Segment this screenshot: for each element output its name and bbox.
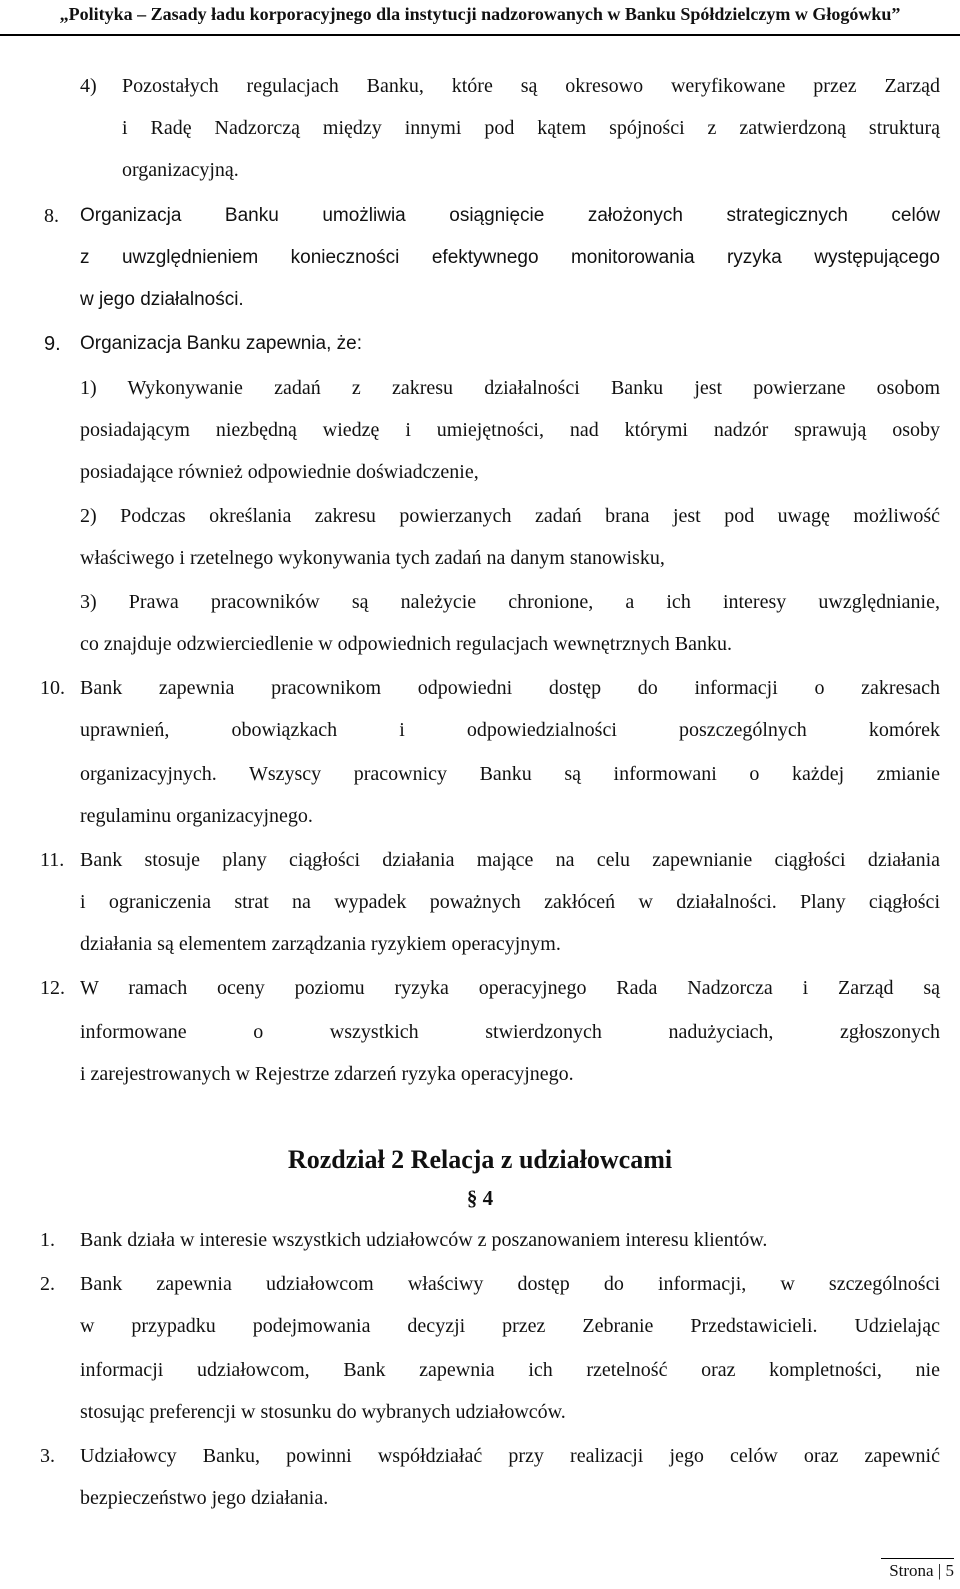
list-number: 9. (44, 333, 61, 355)
text-line: posiadające również odpowiednie doświadczenie, (80, 461, 479, 483)
text-line: bezpieczeństwo jego działania. (80, 1487, 329, 1509)
text-line: 1) Wykonywanie zadań z zakresu działalności Banku jest powierzane osobom (80, 377, 940, 399)
text-line: Organizacja Banku zapewnia, że: (80, 333, 362, 354)
text-line: Bank stosuje plany ciągłości działania mające na celu zapewnianie ciągłości działania (80, 849, 940, 871)
text-line: organizacyjną. (122, 159, 239, 181)
text-line: Bank działa w interesie wszystkich udziałowców z poszanowaniem interesu klientów. (80, 1229, 768, 1251)
text-line: Bank zapewnia udziałowcom właściwy dostęp do informacji, w szczególności (80, 1273, 940, 1295)
text-line: Bank zapewnia pracownikom odpowiedni dostęp do informacji o zakresach (80, 677, 940, 699)
text-line: w przypadku podejmowania decyzji przez Zebranie Przedstawicieli. Udzielając (80, 1315, 940, 1337)
text-line: Organizacja Banku umożliwia osiągnięcie założonych strategicznych celów (80, 205, 940, 226)
paragraph-symbol: § 4 (466, 1186, 494, 1210)
text-line: co znajduje odzwierciedlenie w odpowiednich regulacjach wewnętrznych Banku. (80, 633, 732, 655)
list-number: 3. (40, 1445, 55, 1467)
chapter-title: Rozdział 2 Relacja z udziałowcami (287, 1145, 673, 1174)
list-number: 12. (40, 977, 65, 999)
text-line: w jego działalności. (80, 289, 244, 310)
list-number: 4) (80, 75, 97, 97)
text-line: działania są elementem zarządzania ryzykiem operacyjnym. (80, 933, 561, 955)
text-line: z uwzględnieniem konieczności efektywnego monitorowania ryzyka występującego (80, 247, 940, 268)
text-line: informowane o wszystkich stwierdzonych nadużyciach, zgłoszonych (80, 1021, 940, 1043)
text-line: właściwego i rzetelnego wykonywania tych zadań na danym stanowisku, (80, 547, 665, 569)
list-number: 1. (40, 1229, 55, 1251)
list-number: 8. (44, 205, 59, 227)
list-number: 11. (40, 849, 65, 871)
text-line: informacji udziałowcom, Bank zapewnia ich rzetelność oraz kompletności, nie (80, 1359, 940, 1381)
document-header-title: „Polityka – Zasady ładu korporacyjnego dla instytucji nadzorowanych w Banku Spółdzielczym w Głogówku” (59, 4, 901, 24)
text-line: uprawnień, obowiązkach i odpowiedzialności poszczególnych komórek (80, 719, 940, 741)
text-line: i zarejestrowanych w Rejestrze zdarzeń ryzyka operacyjnego. (80, 1063, 574, 1085)
text-line: W ramach oceny poziomu ryzyka operacyjnego Rada Nadzorcza i Zarząd są (80, 977, 940, 999)
text-line: Pozostałych regulacjach Banku, które są okresowo weryfikowane przez Zarząd (122, 75, 940, 97)
text-line: Udziałowcy Banku, powinni współdziałać przy realizacji jego celów oraz zapewnić (80, 1445, 940, 1467)
text-line: 3) Prawa pracowników są należycie chronione, a ich interesy uwzględnianie, (80, 591, 940, 613)
text-line: 2) Podczas określania zakresu powierzanych zadań brana jest pod uwagę możliwość (80, 505, 940, 527)
text-line: organizacyjnych. Wszyscy pracownicy Banku są informowani o każdej zmianie (80, 763, 940, 785)
page-number: Strona | 5 (881, 1558, 954, 1583)
list-number: 10. (40, 677, 65, 699)
text-line: i Radę Nadzorczą między innymi pod kątem spójności z zatwierdzoną strukturą (122, 117, 940, 139)
text-line: regulaminu organizacyjnego. (80, 805, 313, 827)
text-line: i ograniczenia strat na wypadek poważnych zakłóceń w działalności. Plany ciągłości (80, 891, 940, 913)
list-number: 2. (40, 1273, 55, 1295)
text-line: posiadającym niezbędną wiedzę i umiejętności, nad którymi nadzór sprawują osoby (80, 419, 940, 441)
text-line: stosując preferencji w stosunku do wybranych udziałowców. (80, 1401, 566, 1423)
